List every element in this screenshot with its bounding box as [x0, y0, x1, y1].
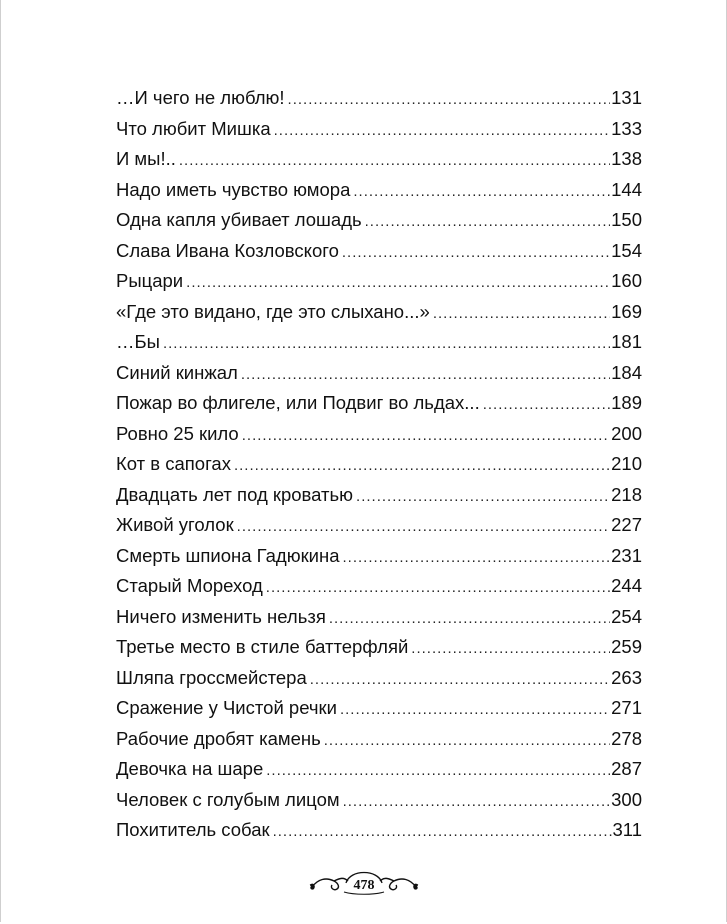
page-number: 478 [353, 878, 374, 893]
toc-entry-title: Синий кинжал [116, 361, 238, 383]
toc-entry [116, 297, 642, 328]
toc-entry [116, 205, 642, 236]
page-folio [0, 858, 727, 904]
table-of-contents [116, 83, 642, 846]
toc-entry [116, 114, 642, 145]
toc-entry [116, 785, 642, 816]
dot-leader [179, 146, 610, 177]
toc-entry-title: Девочка на шаре [116, 758, 264, 779]
toc-entry [116, 480, 642, 511]
toc-entry-title: Ничего изменить нельзя [116, 605, 326, 627]
toc-entry-title: …Бы [116, 331, 160, 352]
toc-entry-page: 138 [611, 148, 642, 169]
toc-entry-page: 244 [611, 575, 642, 596]
dot-leader [356, 482, 610, 513]
toc-entry [116, 632, 642, 663]
toc-entry-page: 181 [611, 331, 642, 352]
toc-entry-title: Живой уголок [116, 514, 234, 535]
toc-entry [116, 236, 642, 267]
toc-entry-page: 200 [611, 422, 642, 444]
toc-entry [116, 327, 642, 358]
toc-entry-page: 160 [611, 270, 642, 291]
toc-entry-title: Что любит Мишка [116, 117, 271, 139]
dot-leader [274, 116, 611, 147]
toc-entry-page: 144 [611, 178, 642, 200]
dot-leader [365, 207, 611, 238]
toc-entry-title: …И чего не люблю! [116, 87, 285, 108]
toc-entry-page: 271 [611, 697, 642, 718]
dot-leader [242, 421, 610, 452]
dot-leader [433, 299, 610, 330]
toc-entry-title: Слава Ивана Козловского [116, 239, 339, 261]
dot-leader [340, 695, 610, 726]
toc-entry-page: 184 [611, 361, 642, 383]
toc-entry [116, 724, 642, 755]
toc-entry [116, 358, 642, 389]
toc-entry [116, 83, 642, 114]
toc-entry-title: Сражение у Чистой речки [116, 697, 337, 718]
toc-entry-title: Человек с голубым лицом [116, 788, 340, 810]
toc-entry-page: 189 [611, 392, 642, 413]
toc-entry [116, 266, 642, 297]
toc-entry-title: Надо иметь чувство юмора [116, 178, 351, 200]
toc-entry [116, 510, 642, 541]
toc-entry [116, 754, 642, 785]
toc-entry-title: Рабочие дробят камень [116, 727, 321, 749]
flourish-ornament-icon [304, 861, 424, 901]
dot-leader [342, 238, 610, 269]
dot-leader [273, 817, 612, 848]
toc-entry [116, 693, 642, 724]
toc-entry-page: 254 [611, 605, 642, 627]
dot-leader [163, 329, 610, 360]
toc-entry-title: Старый Мореход [116, 575, 263, 596]
toc-entry [116, 419, 642, 450]
toc-entry-page: 218 [611, 483, 642, 505]
toc-entry-title: Третье место в стиле баттерфляй [116, 636, 409, 657]
dot-leader [266, 756, 610, 787]
dot-leader [310, 665, 610, 696]
toc-entry [116, 541, 642, 572]
toc-entry [116, 388, 642, 419]
dot-leader [411, 634, 610, 665]
toc-entry-title: Рыцари [116, 270, 184, 291]
toc-entry-title: «Где это видано, где это слыхано...» [116, 300, 430, 322]
toc-entry-title: Похититель собак [116, 819, 270, 840]
toc-entry-title: Шляпа гроссмейстера [116, 666, 307, 688]
toc-entry [116, 175, 642, 206]
toc-entry-page: 210 [611, 453, 642, 474]
dot-leader [324, 726, 610, 757]
dot-leader [241, 360, 610, 391]
dot-leader [353, 177, 610, 208]
toc-entry-title: Кот в сапогах [116, 453, 231, 474]
dot-leader [343, 787, 611, 818]
toc-entry-page: 231 [611, 544, 642, 566]
toc-entry-page: 169 [611, 300, 642, 322]
dot-leader [237, 512, 610, 543]
toc-entry [116, 449, 642, 480]
toc-entry [116, 144, 642, 175]
toc-entry-title: Одна капля убивает лошадь [116, 209, 362, 230]
toc-entry [116, 571, 642, 602]
dot-leader [266, 573, 610, 604]
toc-entry-page: 263 [611, 666, 642, 688]
toc-entry-title: Двадцать лет под кроватью [116, 483, 354, 505]
toc-entry-title: И мы!.. [116, 148, 176, 169]
toc-entry-page: 150 [611, 209, 642, 230]
toc-entry-page: 131 [611, 87, 642, 108]
toc-entry [116, 815, 642, 846]
toc-entry-page: 154 [611, 239, 642, 261]
toc-entry-page: 311 [612, 819, 642, 840]
dot-leader [288, 85, 611, 116]
toc-entry [116, 602, 642, 633]
toc-entry-page: 278 [611, 727, 642, 749]
dot-leader [186, 268, 610, 299]
toc-entry-page: 133 [611, 117, 642, 139]
toc-entry-page: 259 [611, 636, 642, 657]
dot-leader [343, 543, 611, 574]
toc-entry-title: Пожар во флигеле, или Подвиг во льдах... [116, 392, 480, 413]
toc-entry-page: 300 [611, 788, 642, 810]
toc-entry-title: Смерть шпиона Гадюкина [116, 544, 340, 566]
dot-leader [234, 451, 610, 482]
toc-entry [116, 663, 642, 694]
toc-entry-page: 287 [611, 758, 642, 779]
toc-entry-page: 227 [611, 514, 642, 535]
toc-entry-title: Ровно 25 кило [116, 422, 239, 444]
dot-leader [483, 390, 610, 421]
dot-leader [329, 604, 610, 635]
